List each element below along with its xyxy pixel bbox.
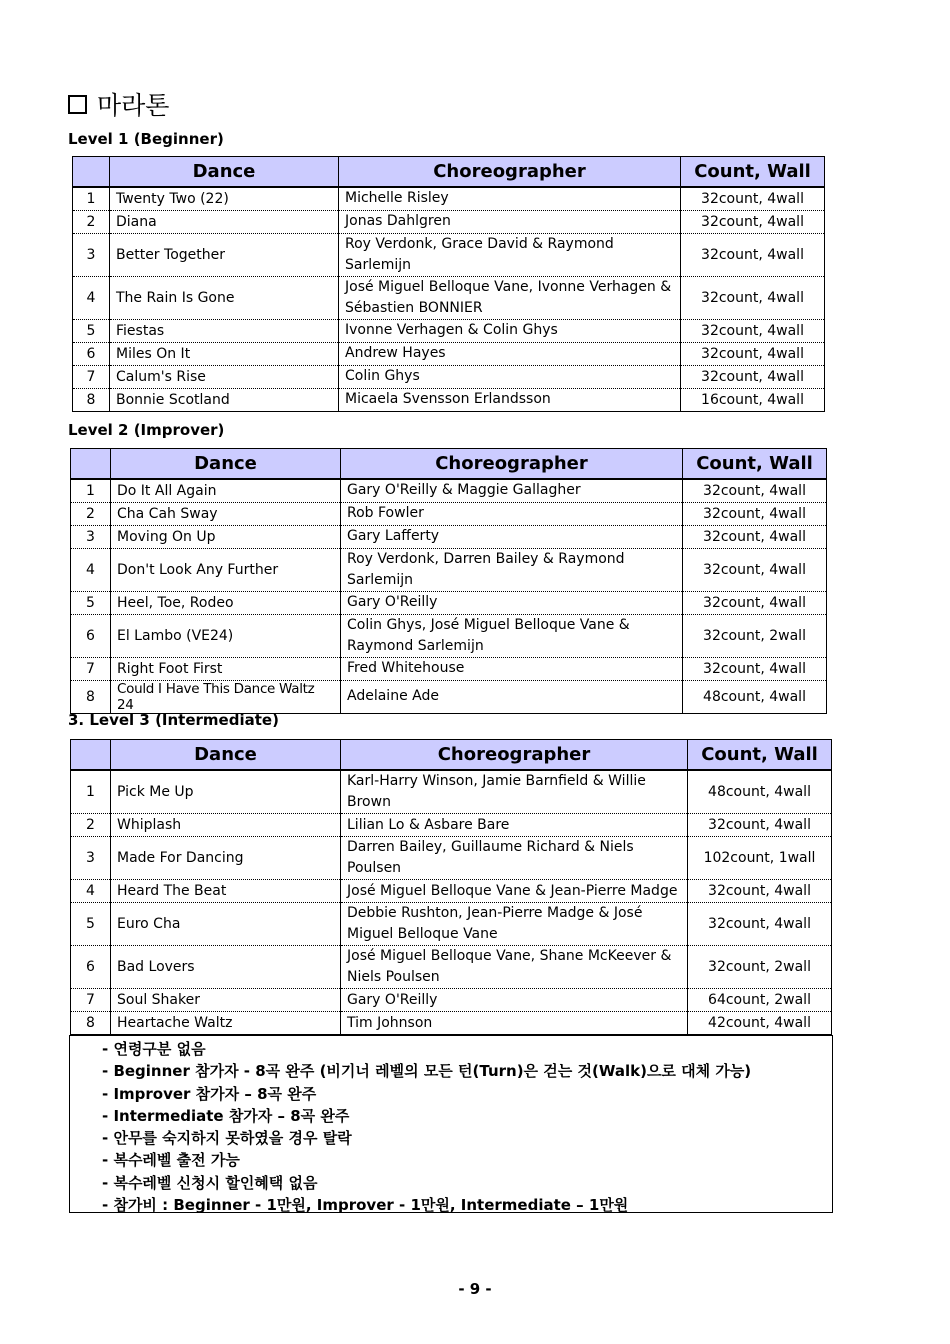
- note-item: - Improver 참가자 – 8곡 완주: [102, 1084, 317, 1103]
- choreographer-name: José Miguel Belloque Vane, Ivonne Verhagen & Sébastien BONNIER: [339, 276, 681, 319]
- table-row: [71, 903, 832, 946]
- checkbox-icon: [68, 95, 87, 114]
- table-header-row: [73, 157, 825, 188]
- table-row: [71, 1012, 832, 1035]
- dance-name: Heartache Waltz: [111, 1012, 341, 1035]
- choreographer-name: Michelle Risley: [339, 187, 681, 210]
- count-wall: 32count, 4wall: [681, 365, 825, 388]
- row-number: 5: [71, 903, 111, 946]
- row-number: 4: [71, 548, 111, 591]
- table-row: [71, 770, 832, 814]
- page-title: [68, 86, 169, 122]
- count-wall: 48count, 4wall: [688, 770, 832, 814]
- choreographer-name: Colin Ghys: [339, 365, 681, 388]
- level-1-table: [72, 156, 825, 412]
- choreographer-name: Andrew Hayes: [339, 342, 681, 365]
- table-row: [71, 946, 832, 989]
- dance-name: Do It All Again: [111, 479, 341, 502]
- count-wall: 32count, 4wall: [681, 210, 825, 233]
- row-number: 5: [71, 591, 111, 614]
- choreographer-name: Rob Fowler: [341, 502, 683, 525]
- dance-column-header: Dance: [111, 449, 341, 480]
- table-header-row: [71, 740, 832, 771]
- choreographer-name: Gary Lafferty: [341, 525, 683, 548]
- table-row: [73, 319, 825, 342]
- count-wall: 32count, 4wall: [688, 880, 832, 903]
- choreographer-name: Jonas Dahlgren: [339, 210, 681, 233]
- dance-name: Better Together: [110, 233, 339, 276]
- row-number: 4: [71, 880, 111, 903]
- row-number: 2: [71, 814, 111, 837]
- dance-name: Miles On It: [110, 342, 339, 365]
- note-item: - 복수레벨 출전 가능: [102, 1151, 240, 1170]
- count-wall: 32count, 4wall: [681, 187, 825, 210]
- count-wall-column-header: Count, Wall: [688, 740, 832, 771]
- dance-name: Euro Cha: [111, 903, 341, 946]
- table-row: [73, 187, 825, 210]
- table-row: [71, 591, 827, 614]
- row-number: 1: [71, 770, 111, 814]
- level-3-table: [70, 739, 832, 1035]
- dance-name: Could I Have This Dance Waltz 24: [111, 680, 341, 713]
- table-row: [71, 989, 832, 1012]
- note-item: - 안무를 숙지하지 못하였을 경우 탈락: [102, 1129, 352, 1148]
- choreographer-column-header: Choreographer: [341, 740, 688, 771]
- count-wall-column-header: Count, Wall: [681, 157, 825, 188]
- count-wall: 32count, 4wall: [688, 814, 832, 837]
- dance-column-header: Dance: [110, 157, 339, 188]
- row-number: 3: [71, 525, 111, 548]
- note-item: - Intermediate 참가자 – 8곡 완주: [102, 1106, 350, 1125]
- table-row: [71, 479, 827, 502]
- dance-name: Diana: [110, 210, 339, 233]
- count-wall: 32count, 4wall: [683, 657, 827, 680]
- count-wall: 32count, 4wall: [681, 233, 825, 276]
- table-row: [73, 210, 825, 233]
- choreographer-name: Tim Johnson: [341, 1012, 688, 1035]
- choreographer-name: Roy Verdonk, Grace David & Raymond Sarlemijn: [339, 233, 681, 276]
- row-number: 3: [73, 233, 110, 276]
- table-row: [73, 388, 825, 411]
- note-item: - 연령구분 없음: [102, 1040, 206, 1058]
- note-item: - Beginner 참가자 - 8곡 완주 (비기너 레벨의 모든 턴(Turn)은 걷는 것(Walk)으로 대체 가능): [102, 1062, 752, 1081]
- number-column-header: [73, 157, 110, 188]
- row-number: 4: [73, 276, 110, 319]
- dance-name: Calum's Rise: [110, 365, 339, 388]
- number-column-header: [71, 740, 111, 771]
- dance-name: El Lambo (VE24): [111, 614, 341, 657]
- dance-name: Made For Dancing: [111, 837, 341, 880]
- choreographer-column-header: Choreographer: [339, 157, 681, 188]
- row-number: 3: [71, 837, 111, 880]
- number-column-header: [71, 449, 111, 480]
- note-item: - 복수레벨 신청시 할인혜택 없음: [102, 1173, 318, 1192]
- count-wall: 32count, 2wall: [683, 614, 827, 657]
- dance-name: Heel, Toe, Rodeo: [111, 591, 341, 614]
- table-row: [73, 276, 825, 319]
- dance-name: Heard The Beat: [111, 880, 341, 903]
- table-row: [71, 614, 827, 657]
- table-row: [73, 365, 825, 388]
- count-wall: 64count, 2wall: [688, 989, 832, 1012]
- table-row: [71, 525, 827, 548]
- row-number: 1: [73, 187, 110, 210]
- choreographer-name: José Miguel Belloque Vane, Shane McKeever & Niels Poulsen: [341, 946, 688, 989]
- count-wall: 32count, 4wall: [681, 319, 825, 342]
- dance-name: Whiplash: [111, 814, 341, 837]
- dance-name: Soul Shaker: [111, 989, 341, 1012]
- row-number: 8: [73, 388, 110, 411]
- count-wall-column-header: Count, Wall: [683, 449, 827, 480]
- count-wall: 32count, 4wall: [681, 276, 825, 319]
- choreographer-name: Gary O'Reilly: [341, 989, 688, 1012]
- row-number: 1: [71, 479, 111, 502]
- row-number: 8: [71, 680, 111, 713]
- choreographer-name: Fred Whitehouse: [341, 657, 683, 680]
- dance-name: Bad Lovers: [111, 946, 341, 989]
- table-row: [71, 837, 832, 880]
- table-row: [71, 502, 827, 525]
- choreographer-column-header: Choreographer: [341, 449, 683, 480]
- row-number: 6: [73, 342, 110, 365]
- note-item: - 참가비 : Beginner - 1만원, Improver - 1만원, Intermediate – 1만원: [102, 1196, 629, 1215]
- dance-name: Moving On Up: [111, 525, 341, 548]
- choreographer-name: Gary O'Reilly & Maggie Gallagher: [341, 479, 683, 502]
- dance-name: Cha Cah Sway: [111, 502, 341, 525]
- count-wall: 32count, 2wall: [688, 946, 832, 989]
- table-row: [71, 548, 827, 591]
- row-number: 7: [73, 365, 110, 388]
- count-wall: 32count, 4wall: [683, 479, 827, 502]
- row-number: 6: [71, 946, 111, 989]
- table-row: [71, 814, 832, 837]
- count-wall: 102count, 1wall: [688, 837, 832, 880]
- dance-column-header: Dance: [111, 740, 341, 771]
- table-row: [73, 342, 825, 365]
- count-wall: 32count, 4wall: [683, 525, 827, 548]
- row-number: 6: [71, 614, 111, 657]
- table-row: [71, 880, 832, 903]
- choreographer-name: Darren Bailey, Guillaume Richard & Niels Poulsen: [341, 837, 688, 880]
- row-number: 7: [71, 657, 111, 680]
- choreographer-name: Colin Ghys, José Miguel Belloque Vane & Raymond Sarlemijn: [341, 614, 683, 657]
- row-number: 8: [71, 1012, 111, 1035]
- dance-name: Pick Me Up: [111, 770, 341, 814]
- choreographer-name: Karl-Harry Winson, Jamie Barnfield & Willie Brown: [341, 770, 688, 814]
- dance-name: Don't Look Any Further: [111, 548, 341, 591]
- level-2-table: [70, 448, 827, 714]
- row-number: 2: [71, 502, 111, 525]
- choreographer-name: Gary O'Reilly: [341, 591, 683, 614]
- choreographer-name: Debbie Rushton, Jean-Pierre Madge & José Miguel Belloque Vane: [341, 903, 688, 946]
- dance-name: Fiestas: [110, 319, 339, 342]
- choreographer-name: Adelaine Ade: [341, 680, 683, 713]
- level-2-heading: Level 2 (Improver): [68, 421, 225, 439]
- row-number: 2: [73, 210, 110, 233]
- page-number: - 9 -: [458, 1280, 492, 1298]
- dance-name: The Rain Is Gone: [110, 276, 339, 319]
- count-wall: 42count, 4wall: [688, 1012, 832, 1035]
- dance-name: Bonnie Scotland: [110, 388, 339, 411]
- row-number: 7: [71, 989, 111, 1012]
- count-wall: 32count, 4wall: [681, 342, 825, 365]
- table-row: [71, 657, 827, 680]
- row-number: 5: [73, 319, 110, 342]
- count-wall: 32count, 4wall: [683, 591, 827, 614]
- table-header-row: [71, 449, 827, 480]
- level-3-heading: 3. Level 3 (Intermediate): [68, 711, 279, 729]
- choreographer-name: Roy Verdonk, Darren Bailey & Raymond Sarlemijn: [341, 548, 683, 591]
- choreographer-name: Ivonne Verhagen & Colin Ghys: [339, 319, 681, 342]
- notes-box: [69, 1035, 833, 1213]
- count-wall: 48count, 4wall: [683, 680, 827, 713]
- dance-name: Twenty Two (22): [110, 187, 339, 210]
- count-wall: 16count, 4wall: [681, 388, 825, 411]
- count-wall: 32count, 4wall: [683, 548, 827, 591]
- table-row: [73, 233, 825, 276]
- choreographer-name: Lilian Lo & Asbare Bare: [341, 814, 688, 837]
- page-title-text: 마라톤: [97, 91, 170, 120]
- count-wall: 32count, 4wall: [683, 502, 827, 525]
- choreographer-name: Micaela Svensson Erlandsson: [339, 388, 681, 411]
- dance-name: Right Foot First: [111, 657, 341, 680]
- table-row: [71, 680, 827, 713]
- choreographer-name: José Miguel Belloque Vane & Jean-Pierre Madge: [341, 880, 688, 903]
- level-1-heading: Level 1 (Beginner): [68, 130, 224, 148]
- count-wall: 32count, 4wall: [688, 903, 832, 946]
